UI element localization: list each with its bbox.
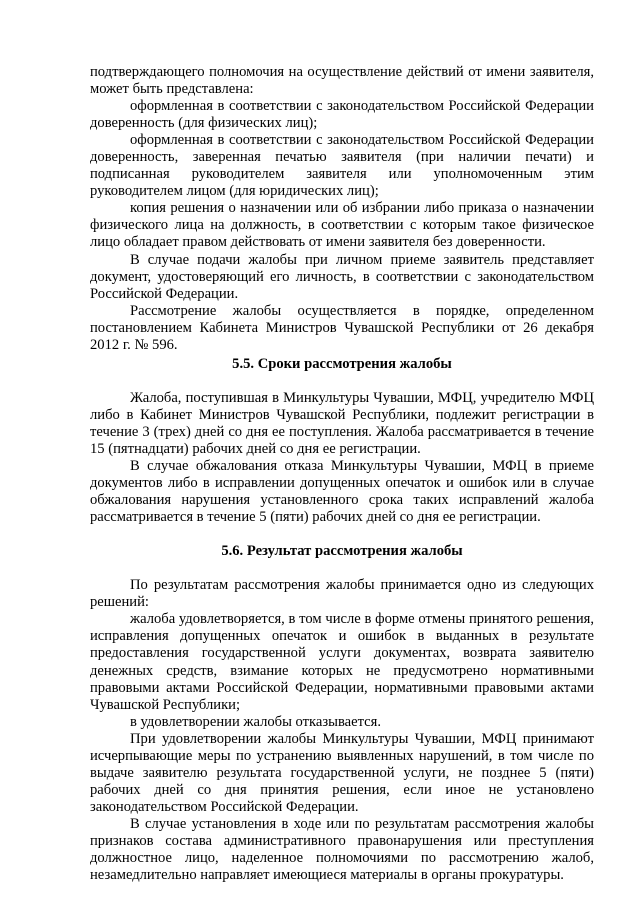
paragraph-identity-document: В случае подачи жалобы при личном приеме заявитель представляет документ, удостоверяющий его личность, в соответствии с законодательством Российской Федерации. bbox=[90, 251, 594, 302]
paragraph-decision-options: По результатам рассмотрения жалобы принимается одно из следующих решений: bbox=[90, 577, 594, 611]
paragraph-complaint-satisfied: жалоба удовлетворяется, в том числе в форме отмены принятого решения, исправления допущенных опечаток и ошибок в выданных в результате предоставления государственной услуги документах, возврата заявителю денежных средств, взимание которых не предусмотрено нормативными правовыми актами Российской Федерации, нормативными правовыми актами Чувашской Республики; bbox=[90, 611, 594, 713]
paragraph-continuation: подтверждающего полномочия на осуществление действий от имени заявителя, может быть представлена: bbox=[90, 64, 594, 98]
section-heading-5-6: 5.6. Результат рассмотрения жалобы bbox=[221, 543, 463, 560]
paragraph-remedial-measures: При удовлетворении жалобы Минкультуры Чувашии, МФЦ принимают исчерпывающие меры по устранению выявленных нарушений, в том числе по выдаче заявителю результата государственной услуги, не позднее 5 (пяти) рабочих дней со дня принятия решения, если иное не установлено законодательством Российской Федерации. bbox=[90, 730, 594, 815]
paragraph-power-of-attorney-individuals: оформленная в соответствии с законодательством Российской Федерации доверенность (для физических лиц); bbox=[90, 98, 594, 132]
paragraph-registration-terms: Жалоба, поступившая в Минкультуры Чувашии, МФЦ, учредителю МФЦ либо в Кабинет Министров Чувашской Республики, подлежит регистрации в течение 3 (трех) дней со дня ее поступления. Жалоба рассматривается в течение 15 (пятнадцати) рабочих дней со дня ее регистрации. bbox=[90, 389, 594, 457]
paragraph-review-procedure: Рассмотрение жалобы осуществляется в порядке, определенном постановлением Кабинета Министров Чувашской Республики от 26 декабря 2012 г. № 596. bbox=[90, 302, 594, 353]
document-page bbox=[90, 64, 594, 884]
section-heading-5-5: 5.5. Сроки рассмотрения жалобы bbox=[232, 355, 452, 372]
paragraph-appointment-order-copy: копия решения о назначении или об избрании либо приказа о назначении физического лица на должность, в соответствии с которым такое физическое лицо обладает правом действовать от имени заявителя без доверенности. bbox=[90, 200, 594, 251]
paragraph-power-of-attorney-legal-entities: оформленная в соответствии с законодательством Российской Федерации доверенность, заверенная печатью заявителя (при наличии печати) и подписанная руководителем заявителя или уполномоченным этим руководителем лицом (для юридических лиц); bbox=[90, 132, 594, 200]
paragraph-complaint-rejected: в удовлетворении жалобы отказывается. bbox=[130, 713, 382, 730]
paragraph-prosecutor-referral: В случае установления в ходе или по результатам рассмотрения жалобы признаков состава административного правонарушения или преступления должностное лицо, наделенное полномочиями по рассмотрению жалоб, незамедлительно направляет имеющиеся материалы в органы прокуратуры. bbox=[90, 815, 594, 884]
paragraph-refusal-appeal-terms: В случае обжалования отказа Минкультуры Чувашии, МФЦ в приеме документов либо в исправлении допущенных опечаток и ошибок или в случае обжалования нарушения установленного срока таких исправлений жалоба рассматривается в течение 5 (пяти) рабочих дней со дня ее регистрации. bbox=[90, 458, 594, 526]
